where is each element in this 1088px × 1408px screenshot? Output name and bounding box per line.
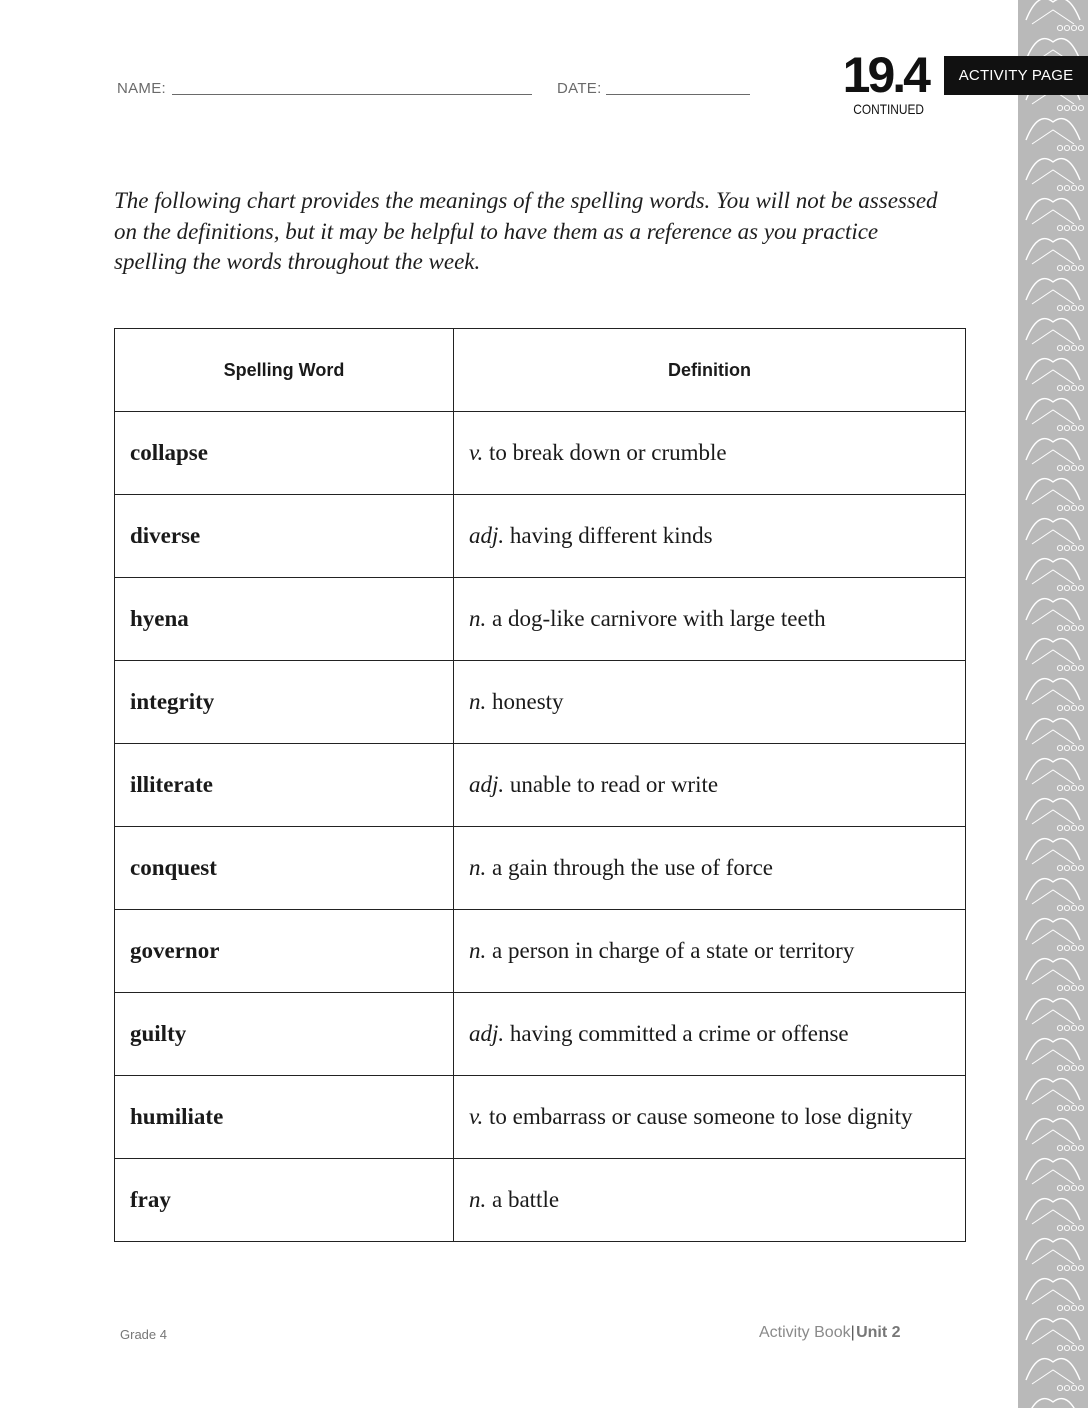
part-of-speech: adj. — [469, 772, 505, 797]
definition-text: honesty — [486, 689, 564, 714]
date-field[interactable] — [606, 94, 750, 95]
footer-book: Activity Book — [759, 1324, 851, 1341]
decorative-border — [1018, 0, 1088, 1408]
footer-unit: Unit 2 — [856, 1324, 901, 1341]
footer-grade: Grade 4 — [120, 1327, 167, 1342]
definition-text: a person in charge of a state or territory — [486, 938, 855, 963]
spelling-word: governor — [115, 910, 454, 993]
definition-text: unable to read or write — [504, 772, 719, 797]
spelling-word: collapse — [115, 412, 454, 495]
footer-book-unit — [759, 1324, 901, 1342]
table-row — [115, 1159, 966, 1242]
definition-text: a dog-like carnivore with large teeth — [486, 606, 826, 631]
definition-cell — [454, 993, 966, 1076]
spelling-word: integrity — [115, 661, 454, 744]
part-of-speech: n. — [469, 689, 487, 714]
table-row — [115, 910, 966, 993]
part-of-speech: n. — [469, 938, 487, 963]
table-row — [115, 1076, 966, 1159]
table-header-row — [115, 329, 966, 412]
definition-text: a gain through the use of force — [486, 855, 774, 880]
part-of-speech: adj. — [469, 523, 505, 548]
table-row — [115, 412, 966, 495]
column-header-word: Spelling Word — [115, 329, 454, 412]
table-row — [115, 495, 966, 578]
instructions-text: The following chart provides the meanings of the spelling words. You will not be assessed on the definitions, but it may be helpful to have them as a reference as you practice spelling the words throughout the week. — [114, 188, 938, 274]
spelling-word: humiliate — [115, 1076, 454, 1159]
definition-cell — [454, 412, 966, 495]
date-label: DATE: — [557, 80, 602, 97]
footer-separator: | — [850, 1324, 855, 1341]
definition-cell — [454, 744, 966, 827]
spelling-word: fray — [115, 1159, 454, 1242]
column-header-definition: Definition — [454, 329, 966, 412]
part-of-speech: n. — [469, 606, 487, 631]
table-row — [115, 993, 966, 1076]
part-of-speech: v. — [469, 440, 484, 465]
spelling-table — [114, 328, 966, 1242]
definition-cell — [454, 578, 966, 661]
definition-text: to embarrass or cause someone to lose dignity — [483, 1104, 913, 1129]
activity-page-badge: ACTIVITY PAGE — [944, 56, 1088, 95]
spelling-word: diverse — [115, 495, 454, 578]
spelling-word: guilty — [115, 993, 454, 1076]
name-field[interactable] — [172, 94, 532, 95]
part-of-speech: v. — [469, 1104, 484, 1129]
lesson-continued-label: CONTINUED — [853, 101, 924, 117]
spelling-word: hyena — [115, 578, 454, 661]
definition-cell — [454, 827, 966, 910]
table-row — [115, 661, 966, 744]
definition-cell — [454, 1159, 966, 1242]
definition-text: having different kinds — [504, 523, 713, 548]
lesson-number: 19.4 — [842, 47, 928, 103]
part-of-speech: adj. — [469, 1021, 505, 1046]
definition-cell — [454, 910, 966, 993]
table-row — [115, 578, 966, 661]
definition-cell — [454, 661, 966, 744]
decorative-pattern-icon — [1018, 0, 1088, 1408]
spelling-word: illiterate — [115, 744, 454, 827]
definition-cell — [454, 495, 966, 578]
spelling-word: conquest — [115, 827, 454, 910]
definition-text: having committed a crime or offense — [504, 1021, 849, 1046]
name-label: NAME: — [117, 80, 167, 97]
definition-text: a battle — [486, 1187, 560, 1212]
table-row — [115, 744, 966, 827]
definition-cell — [454, 1076, 966, 1159]
table-row — [115, 827, 966, 910]
part-of-speech: n. — [469, 1187, 487, 1212]
definition-text: to break down or crumble — [483, 440, 727, 465]
part-of-speech: n. — [469, 855, 487, 880]
